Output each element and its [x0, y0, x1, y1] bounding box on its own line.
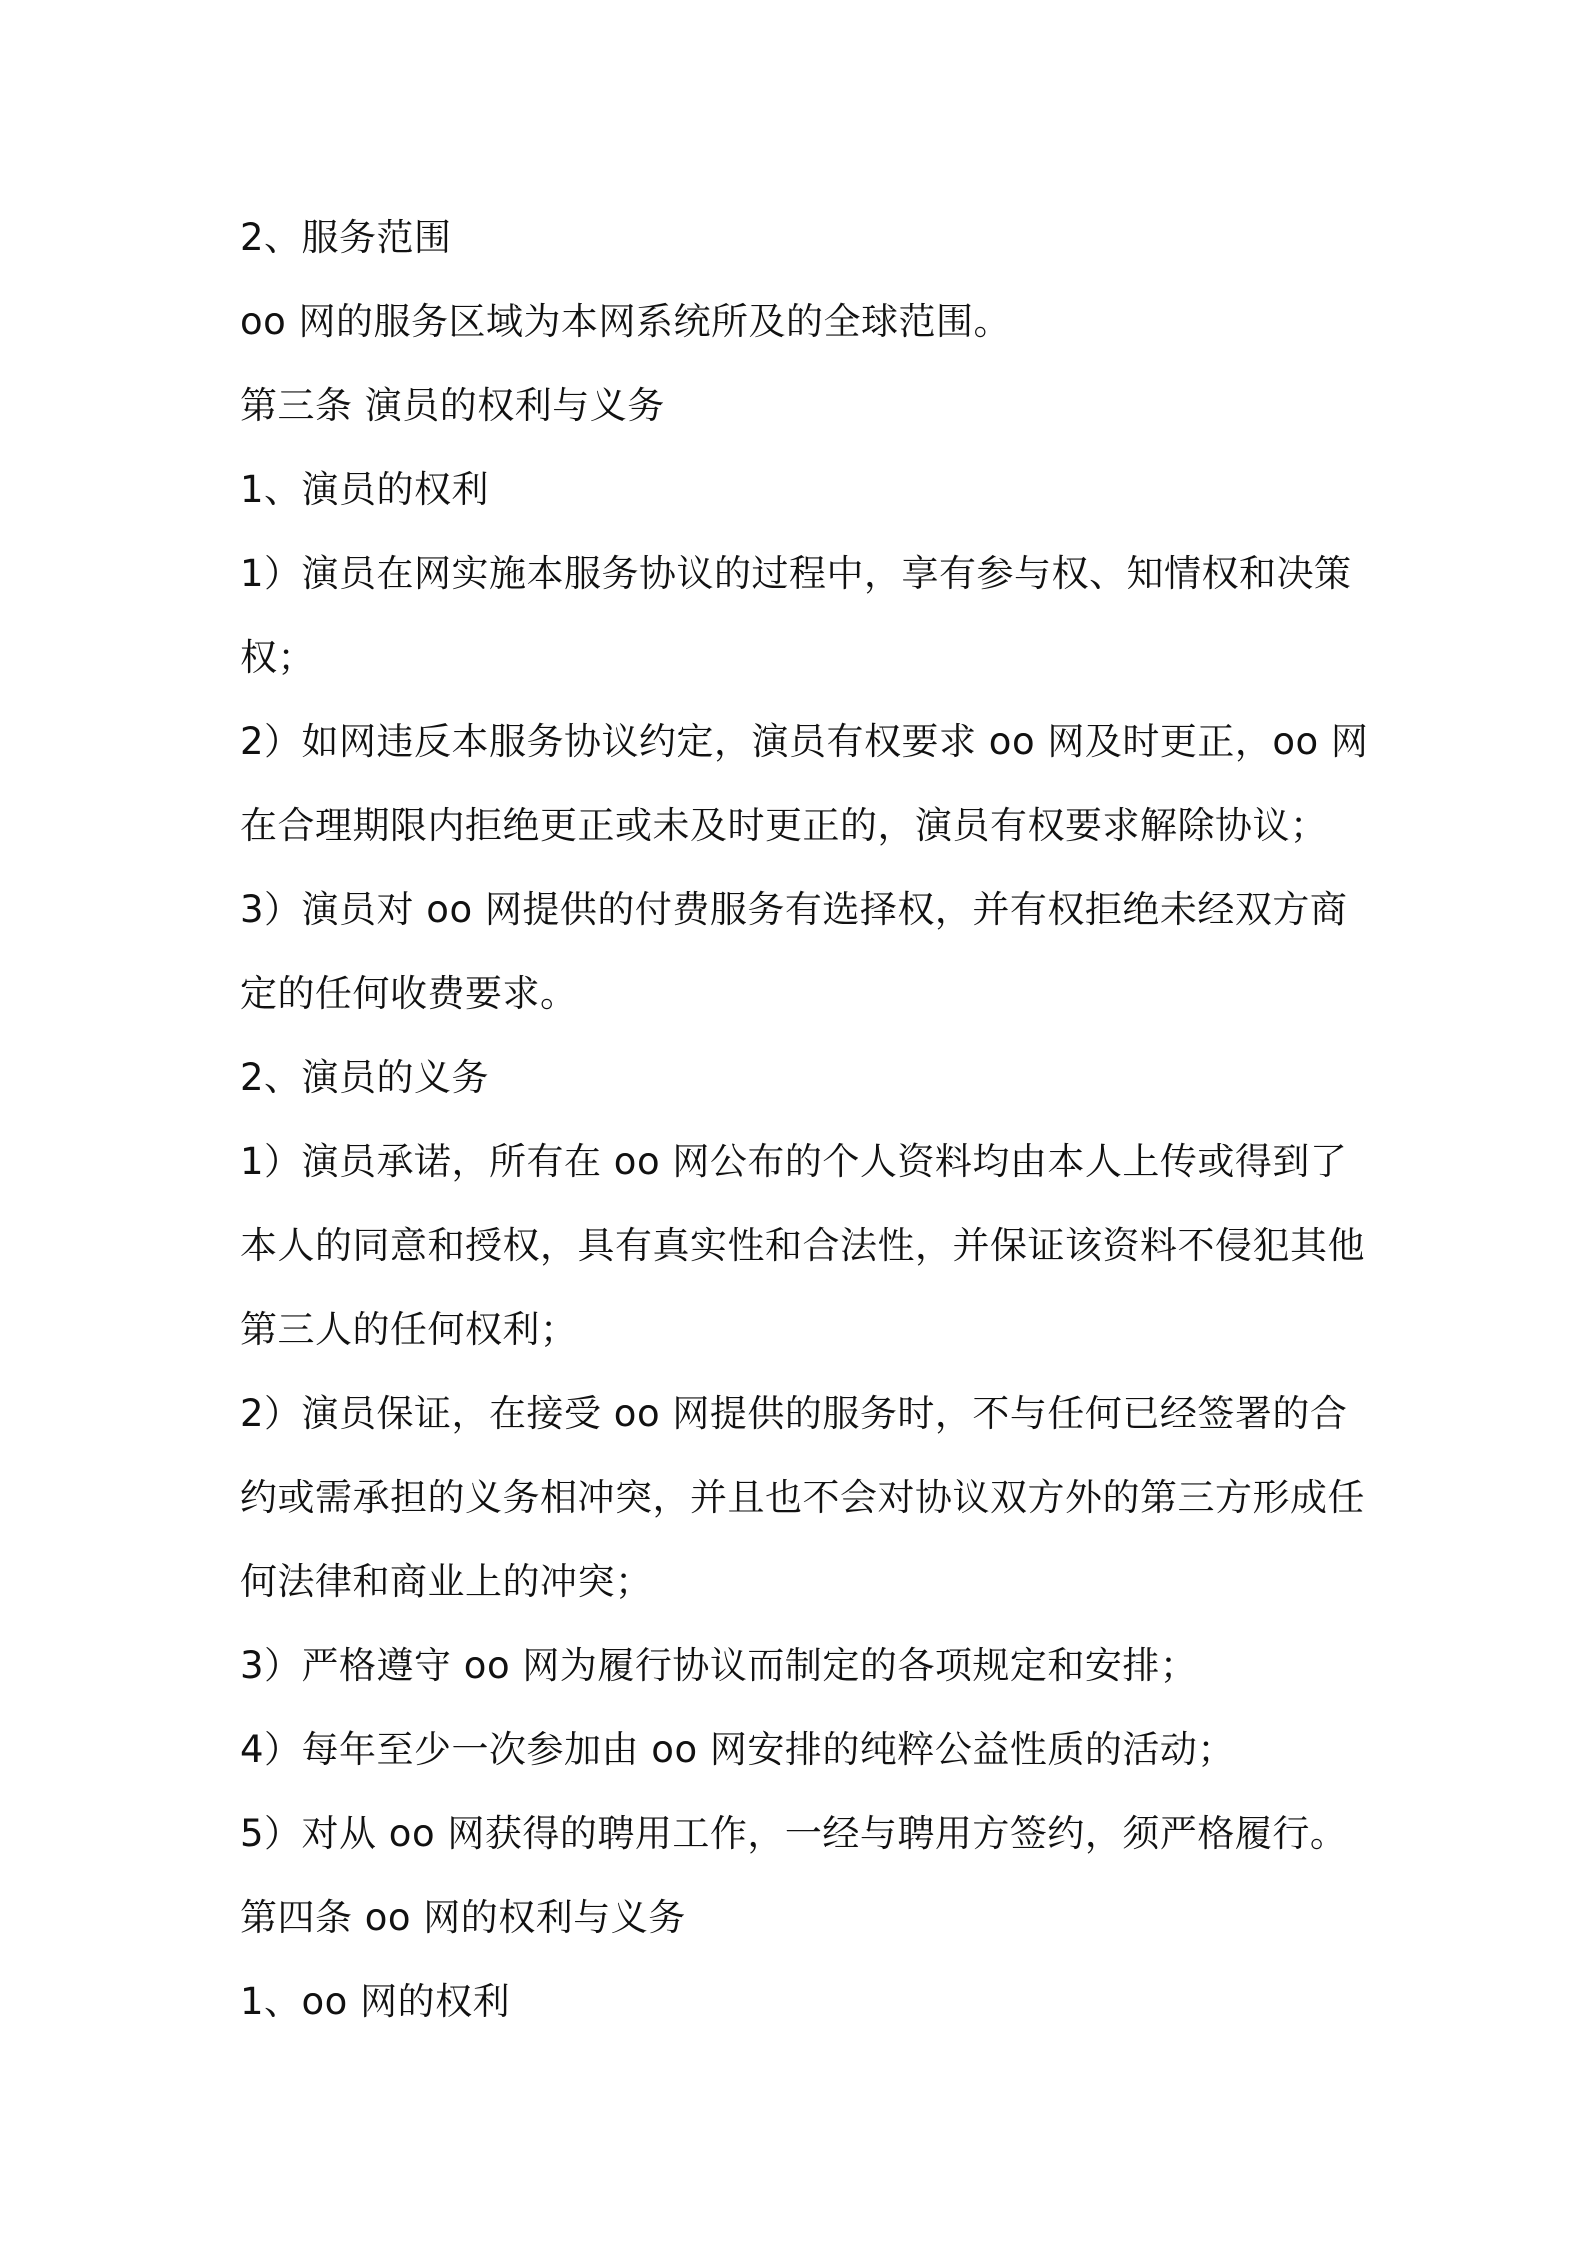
- paragraph-line: 3）演员对 oo 网提供的付费服务有选择权，并有权拒绝未经双方商: [240, 888, 1348, 931]
- paragraph-line: 2）演员保证，在接受 oo 网提供的服务时，不与任何已经签署的合: [240, 1392, 1348, 1435]
- paragraph-line: 3）严格遵守 oo 网为履行协议而制定的各项规定和安排；: [240, 1644, 1198, 1687]
- paragraph-line: 4）每年至少一次参加由 oo 网安排的纯粹公益性质的活动；: [240, 1728, 1235, 1771]
- paragraph-line: 第三人的任何权利；: [240, 1308, 578, 1351]
- section-heading: 1、演员的权利: [240, 468, 490, 511]
- document-body: [240, 196, 1369, 2044]
- section-heading: 2、服务范围: [240, 216, 452, 259]
- paragraph-line: 定的任何收费要求。: [240, 972, 578, 1015]
- paragraph-line: 何法律和商业上的冲突；: [240, 1560, 653, 1603]
- paragraph-line: 本人的同意和授权，具有真实性和合法性，并保证该资料不侵犯其他: [240, 1224, 1365, 1267]
- article-heading: 第四条 oo 网的权利与义务: [240, 1896, 686, 1939]
- paragraph-line: 5）对从 oo 网获得的聘用工作，一经与聘用方签约，须严格履行。: [240, 1812, 1348, 1855]
- article-heading: 第三条 演员的权利与义务: [240, 384, 665, 427]
- paragraph-line: 权；: [240, 636, 315, 679]
- section-heading: 2、演员的义务: [240, 1056, 490, 1099]
- paragraph-line: 2）如网违反本服务协议约定，演员有权要求 oo 网及时更正，oo 网: [240, 720, 1369, 763]
- section-heading: 1、oo 网的权利: [240, 1980, 511, 2023]
- paragraph-line: 约或需承担的义务相冲突，并且也不会对协议双方外的第三方形成任: [240, 1476, 1365, 1519]
- paragraph-line: 在合理期限内拒绝更正或未及时更正的，演员有权要求解除协议；: [240, 804, 1328, 847]
- paragraph-line: 1）演员承诺，所有在 oo 网公布的个人资料均由本人上传或得到了: [240, 1140, 1348, 1183]
- paragraph-line: oo 网的服务区域为本网系统所及的全球范围。: [240, 300, 1012, 343]
- paragraph-line: 1）演员在网实施本服务协议的过程中，享有参与权、知情权和决策: [240, 552, 1352, 595]
